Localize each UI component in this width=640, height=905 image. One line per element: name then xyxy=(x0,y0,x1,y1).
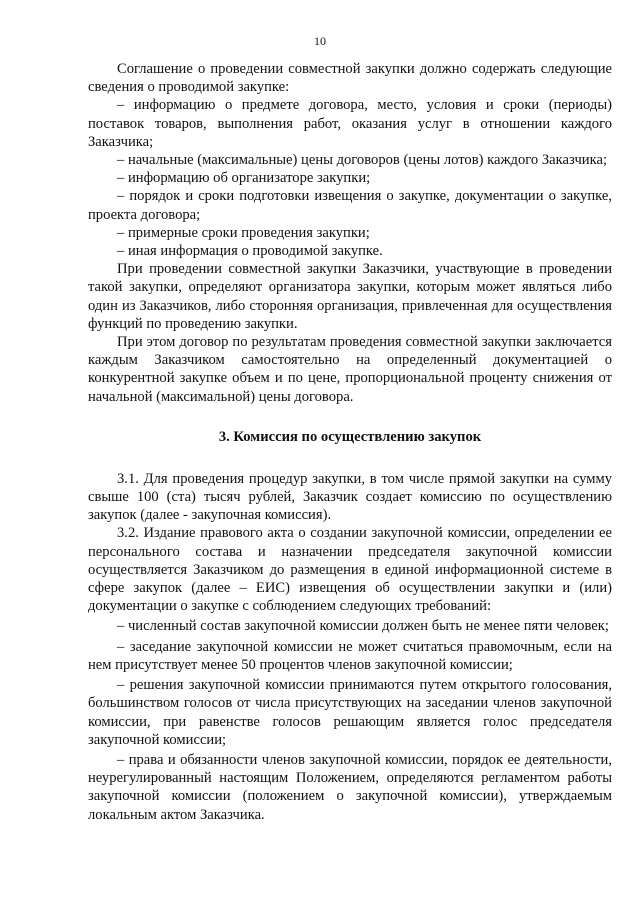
paragraph: Соглашение о проведении совместной закупки должно содержать следующие сведения о проводимой закупке: xyxy=(88,61,612,96)
list-item: – решения закупочной комиссии принимаются путем открытого голосования, большинством голосов от числа присутствующих на заседании членов закупочной комиссии, при равенстве голосов решающим является голос председателя закупочной комиссии; xyxy=(88,677,612,748)
page-number: 10 xyxy=(314,34,326,48)
list-item: – заседание закупочной комиссии не может считаться правомочным, если на нем присутствует менее 50 процентов членов закупочной комиссии; xyxy=(88,638,612,673)
list-item: – начальные (максимальные) цены договоров (цены лотов) каждого Заказчика; xyxy=(117,152,608,169)
list-item: – информацию о предмете договора, место, условия и сроки (периоды) поставок товаров, выполнения работ, оказания услуг в отношении каждого Заказчика; xyxy=(88,97,612,150)
list-item: – порядок и сроки подготовки извещения о закупке, документации о закупке, проекта договора; xyxy=(88,188,612,223)
list-item: – иная информация о проводимой закупке. xyxy=(117,243,383,260)
paragraph: 3.2. Издание правового акта о создании закупочной комиссии, определении ее персонального состава и назначении председателя закупочной комиссии осуществляется Заказчиком до размещения в единой информационной системе в сфере закупок (далее – ЕИС) извещения об осуществлении закупки и (или) документации о закупке с соблюдением следующих требований: xyxy=(88,525,612,615)
list-item: – информацию об организаторе закупки; xyxy=(117,170,371,187)
paragraph: 3.1. Для проведения процедур закупки, в том числе прямой закупки на сумму свыше 100 (ста) тысяч рублей, Заказчик создает комиссию по осуществлению закупок (далее - закупочная комиссия). xyxy=(88,470,612,524)
list-item: – численный состав закупочной комиссии должен быть не менее пяти человек; xyxy=(117,618,609,635)
paragraph: При проведении совместной закупки Заказчики, участвующие в проведении такой закупки, определяют организатора закупки, которым может являться либо один из Заказчиков, либо сторонняя организация, привлеченная для осуществления функций по проведению закупки. xyxy=(88,261,612,332)
paragraph: При этом договор по результатам проведения совместной закупки заключается каждым Заказчиком самостоятельно на определенный документацией о конкурентной закупке объем и по цене, пропорциональной проценту снижения от начальной (максимальной) цены договора. xyxy=(88,334,612,405)
section-title: 3. Комиссия по осуществлению закупок xyxy=(218,428,482,445)
document-body xyxy=(88,60,612,824)
list-item: – права и обязанности членов закупочной комиссии, порядок ее деятельности, неурегулированный настоящим Положением, определяются регламентом работы закупочной комиссии (положением о закупочной комиссии), утверждаемым локальным актом Заказчика. xyxy=(88,751,612,823)
list-item: – примерные сроки проведения закупки; xyxy=(117,224,370,241)
